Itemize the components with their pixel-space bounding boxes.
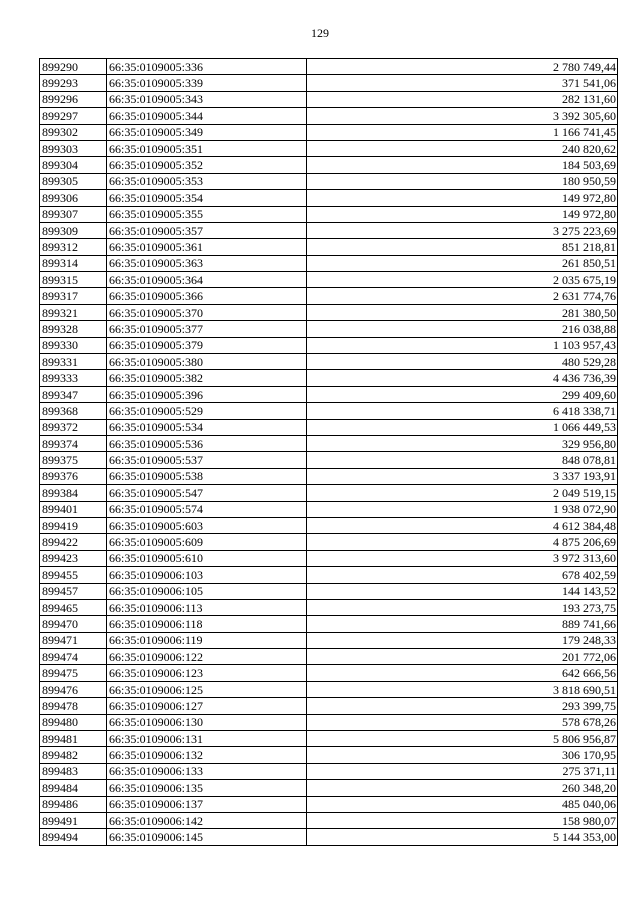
table-row <box>40 599 618 615</box>
row-id-cell: 899290 <box>40 59 107 75</box>
cadastral-number-cell: 66:35:0109005:353 <box>107 173 307 189</box>
table-row <box>40 157 618 173</box>
amount-cell: 3 392 305,60 <box>307 108 618 124</box>
cadastral-number-cell: 66:35:0109005:364 <box>107 272 307 288</box>
table-row <box>40 763 618 779</box>
row-id-cell: 899321 <box>40 304 107 320</box>
amount-cell: 848 078,81 <box>307 452 618 468</box>
table-row <box>40 75 618 91</box>
row-id-cell: 899307 <box>40 206 107 222</box>
cadastral-number-cell: 66:35:0109005:574 <box>107 501 307 517</box>
amount-cell: 2 049 519,15 <box>307 485 618 501</box>
cadastral-number-cell: 66:35:0109006:125 <box>107 681 307 697</box>
table-row <box>40 272 618 288</box>
cadastral-number-cell: 66:35:0109005:547 <box>107 485 307 501</box>
amount-cell: 3 818 690,51 <box>307 681 618 697</box>
cadastral-number-cell: 66:35:0109005:351 <box>107 140 307 156</box>
cadastral-number-cell: 66:35:0109005:357 <box>107 222 307 238</box>
table-row <box>40 206 618 222</box>
cadastral-number-cell: 66:35:0109006:130 <box>107 714 307 730</box>
row-id-cell: 899422 <box>40 534 107 550</box>
cadastral-number-cell: 66:35:0109006:113 <box>107 599 307 615</box>
table-row <box>40 731 618 747</box>
row-id-cell: 899293 <box>40 75 107 91</box>
row-id-cell: 899305 <box>40 173 107 189</box>
table-row <box>40 288 618 304</box>
amount-cell: 678 402,59 <box>307 567 618 583</box>
amount-cell: 158 980,07 <box>307 812 618 828</box>
cadastral-number-cell: 66:35:0109005:349 <box>107 124 307 140</box>
cadastral-number-cell: 66:35:0109006:137 <box>107 796 307 812</box>
row-id-cell: 899317 <box>40 288 107 304</box>
amount-cell: 282 131,60 <box>307 91 618 107</box>
amount-cell: 184 503,69 <box>307 157 618 173</box>
table-body <box>40 59 618 846</box>
cadastral-number-cell: 66:35:0109005:529 <box>107 403 307 419</box>
cadastral-number-cell: 66:35:0109005:361 <box>107 239 307 255</box>
row-id-cell: 899375 <box>40 452 107 468</box>
row-id-cell: 899471 <box>40 632 107 648</box>
amount-cell: 4 436 736,39 <box>307 370 618 386</box>
table-row <box>40 698 618 714</box>
table-row <box>40 649 618 665</box>
table-row <box>40 124 618 140</box>
row-id-cell: 899372 <box>40 419 107 435</box>
amount-cell: 260 348,20 <box>307 780 618 796</box>
row-id-cell: 899304 <box>40 157 107 173</box>
amount-cell: 4 612 384,48 <box>307 517 618 533</box>
table-row <box>40 616 618 632</box>
table-row <box>40 550 618 566</box>
row-id-cell: 899347 <box>40 386 107 402</box>
row-id-cell: 899483 <box>40 763 107 779</box>
amount-cell: 3 275 223,69 <box>307 222 618 238</box>
amount-cell: 329 956,80 <box>307 435 618 451</box>
cadastral-number-cell: 66:35:0109005:537 <box>107 452 307 468</box>
table-row <box>40 222 618 238</box>
cadastral-number-cell: 66:35:0109005:538 <box>107 468 307 484</box>
amount-cell: 3 337 193,91 <box>307 468 618 484</box>
page-number: 129 <box>311 26 329 40</box>
cadastral-number-cell: 66:35:0109005:534 <box>107 419 307 435</box>
amount-cell: 299 409,60 <box>307 386 618 402</box>
amount-cell: 6 418 338,71 <box>307 403 618 419</box>
row-id-cell: 899494 <box>40 829 107 845</box>
row-id-cell: 899309 <box>40 222 107 238</box>
row-id-cell: 899306 <box>40 190 107 206</box>
table-row <box>40 665 618 681</box>
cadastral-number-cell: 66:35:0109005:603 <box>107 517 307 533</box>
amount-cell: 149 972,80 <box>307 206 618 222</box>
table-row <box>40 501 618 517</box>
amount-cell: 180 950,59 <box>307 173 618 189</box>
table-row <box>40 534 618 550</box>
table-row <box>40 173 618 189</box>
amount-cell: 5 806 956,87 <box>307 731 618 747</box>
cadastral-number-cell: 66:35:0109005:336 <box>107 59 307 75</box>
cadastral-number-cell: 66:35:0109005:366 <box>107 288 307 304</box>
amount-cell: 1 938 072,90 <box>307 501 618 517</box>
row-id-cell: 899376 <box>40 468 107 484</box>
cadastral-number-cell: 66:35:0109006:122 <box>107 649 307 665</box>
cadastral-number-cell: 66:35:0109006:142 <box>107 812 307 828</box>
row-id-cell: 899455 <box>40 567 107 583</box>
amount-cell: 480 529,28 <box>307 354 618 370</box>
table-row <box>40 321 618 337</box>
row-id-cell: 899314 <box>40 255 107 271</box>
row-id-cell: 899491 <box>40 812 107 828</box>
amount-cell: 149 972,80 <box>307 190 618 206</box>
amount-cell: 485 040,06 <box>307 796 618 812</box>
amount-cell: 240 820,62 <box>307 140 618 156</box>
row-id-cell: 899482 <box>40 747 107 763</box>
amount-cell: 179 248,33 <box>307 632 618 648</box>
row-id-cell: 899478 <box>40 698 107 714</box>
table-row <box>40 304 618 320</box>
cadastral-number-cell: 66:35:0109006:119 <box>107 632 307 648</box>
cadastral-number-cell: 66:35:0109005:343 <box>107 91 307 107</box>
cadastral-number-cell: 66:35:0109006:132 <box>107 747 307 763</box>
row-id-cell: 899419 <box>40 517 107 533</box>
row-id-cell: 899480 <box>40 714 107 730</box>
amount-cell: 5 144 353,00 <box>307 829 618 845</box>
amount-cell: 144 143,52 <box>307 583 618 599</box>
cadastral-number-cell: 66:35:0109006:105 <box>107 583 307 599</box>
table-row <box>40 337 618 353</box>
row-id-cell: 899315 <box>40 272 107 288</box>
cadastral-number-cell: 66:35:0109005:379 <box>107 337 307 353</box>
cadastral-number-cell: 66:35:0109005:344 <box>107 108 307 124</box>
cadastral-number-cell: 66:35:0109006:145 <box>107 829 307 845</box>
cadastral-number-cell: 66:35:0109006:127 <box>107 698 307 714</box>
cadastral-number-cell: 66:35:0109005:339 <box>107 75 307 91</box>
amount-cell: 1 103 957,43 <box>307 337 618 353</box>
cadastral-number-cell: 66:35:0109005:610 <box>107 550 307 566</box>
amount-cell: 201 772,06 <box>307 649 618 665</box>
cadastral-value-table <box>39 58 618 846</box>
table-row <box>40 370 618 386</box>
cadastral-number-cell: 66:35:0109005:380 <box>107 354 307 370</box>
amount-cell: 2 631 774,76 <box>307 288 618 304</box>
table-row <box>40 452 618 468</box>
table-row <box>40 714 618 730</box>
row-id-cell: 899330 <box>40 337 107 353</box>
table-row <box>40 255 618 271</box>
cadastral-number-cell: 66:35:0109006:118 <box>107 616 307 632</box>
amount-cell: 293 399,75 <box>307 698 618 714</box>
amount-cell: 2 780 749,44 <box>307 59 618 75</box>
table-row <box>40 796 618 812</box>
amount-cell: 889 741,66 <box>307 616 618 632</box>
row-id-cell: 899302 <box>40 124 107 140</box>
cadastral-number-cell: 66:35:0109005:355 <box>107 206 307 222</box>
table-row <box>40 812 618 828</box>
table-row <box>40 468 618 484</box>
cadastral-number-cell: 66:35:0109005:363 <box>107 255 307 271</box>
amount-cell: 193 273,75 <box>307 599 618 615</box>
row-id-cell: 899384 <box>40 485 107 501</box>
table-row <box>40 91 618 107</box>
row-id-cell: 899457 <box>40 583 107 599</box>
row-id-cell: 899470 <box>40 616 107 632</box>
row-id-cell: 899368 <box>40 403 107 419</box>
cadastral-number-cell: 66:35:0109006:131 <box>107 731 307 747</box>
table-row <box>40 59 618 75</box>
cadastral-number-cell: 66:35:0109005:377 <box>107 321 307 337</box>
amount-cell: 281 380,50 <box>307 304 618 320</box>
table-row <box>40 681 618 697</box>
table-row <box>40 485 618 501</box>
amount-cell: 851 218,81 <box>307 239 618 255</box>
cadastral-number-cell: 66:35:0109005:609 <box>107 534 307 550</box>
row-id-cell: 899296 <box>40 91 107 107</box>
table-row <box>40 583 618 599</box>
amount-cell: 3 972 313,60 <box>307 550 618 566</box>
amount-cell: 578 678,26 <box>307 714 618 730</box>
table-row <box>40 829 618 845</box>
cadastral-number-cell: 66:35:0109005:352 <box>107 157 307 173</box>
cadastral-number-cell: 66:35:0109006:135 <box>107 780 307 796</box>
table-row <box>40 239 618 255</box>
row-id-cell: 899423 <box>40 550 107 566</box>
row-id-cell: 899297 <box>40 108 107 124</box>
table-row <box>40 190 618 206</box>
row-id-cell: 899474 <box>40 649 107 665</box>
cadastral-number-cell: 66:35:0109006:103 <box>107 567 307 583</box>
row-id-cell: 899312 <box>40 239 107 255</box>
row-id-cell: 899476 <box>40 681 107 697</box>
cadastral-number-cell: 66:35:0109005:370 <box>107 304 307 320</box>
row-id-cell: 899481 <box>40 731 107 747</box>
amount-cell: 1 066 449,53 <box>307 419 618 435</box>
amount-cell: 216 038,88 <box>307 321 618 337</box>
table-row <box>40 632 618 648</box>
cadastral-number-cell: 66:35:0109005:354 <box>107 190 307 206</box>
amount-cell: 1 166 741,45 <box>307 124 618 140</box>
amount-cell: 642 666,56 <box>307 665 618 681</box>
row-id-cell: 899465 <box>40 599 107 615</box>
row-id-cell: 899486 <box>40 796 107 812</box>
table-row <box>40 354 618 370</box>
amount-cell: 371 541,06 <box>307 75 618 91</box>
row-id-cell: 899484 <box>40 780 107 796</box>
table-row <box>40 419 618 435</box>
cadastral-number-cell: 66:35:0109005:396 <box>107 386 307 402</box>
row-id-cell: 899374 <box>40 435 107 451</box>
amount-cell: 306 170,95 <box>307 747 618 763</box>
amount-cell: 2 035 675,19 <box>307 272 618 288</box>
table-row <box>40 403 618 419</box>
table-row <box>40 386 618 402</box>
cadastral-number-cell: 66:35:0109006:133 <box>107 763 307 779</box>
table-row <box>40 517 618 533</box>
table-row <box>40 140 618 156</box>
table-row <box>40 435 618 451</box>
amount-cell: 261 850,51 <box>307 255 618 271</box>
amount-cell: 4 875 206,69 <box>307 534 618 550</box>
cadastral-number-cell: 66:35:0109005:382 <box>107 370 307 386</box>
row-id-cell: 899328 <box>40 321 107 337</box>
table-row <box>40 747 618 763</box>
table-row <box>40 780 618 796</box>
table-row <box>40 108 618 124</box>
row-id-cell: 899333 <box>40 370 107 386</box>
row-id-cell: 899475 <box>40 665 107 681</box>
cadastral-number-cell: 66:35:0109006:123 <box>107 665 307 681</box>
cadastral-number-cell: 66:35:0109005:536 <box>107 435 307 451</box>
row-id-cell: 899401 <box>40 501 107 517</box>
amount-cell: 275 371,11 <box>307 763 618 779</box>
table-row <box>40 567 618 583</box>
row-id-cell: 899303 <box>40 140 107 156</box>
row-id-cell: 899331 <box>40 354 107 370</box>
